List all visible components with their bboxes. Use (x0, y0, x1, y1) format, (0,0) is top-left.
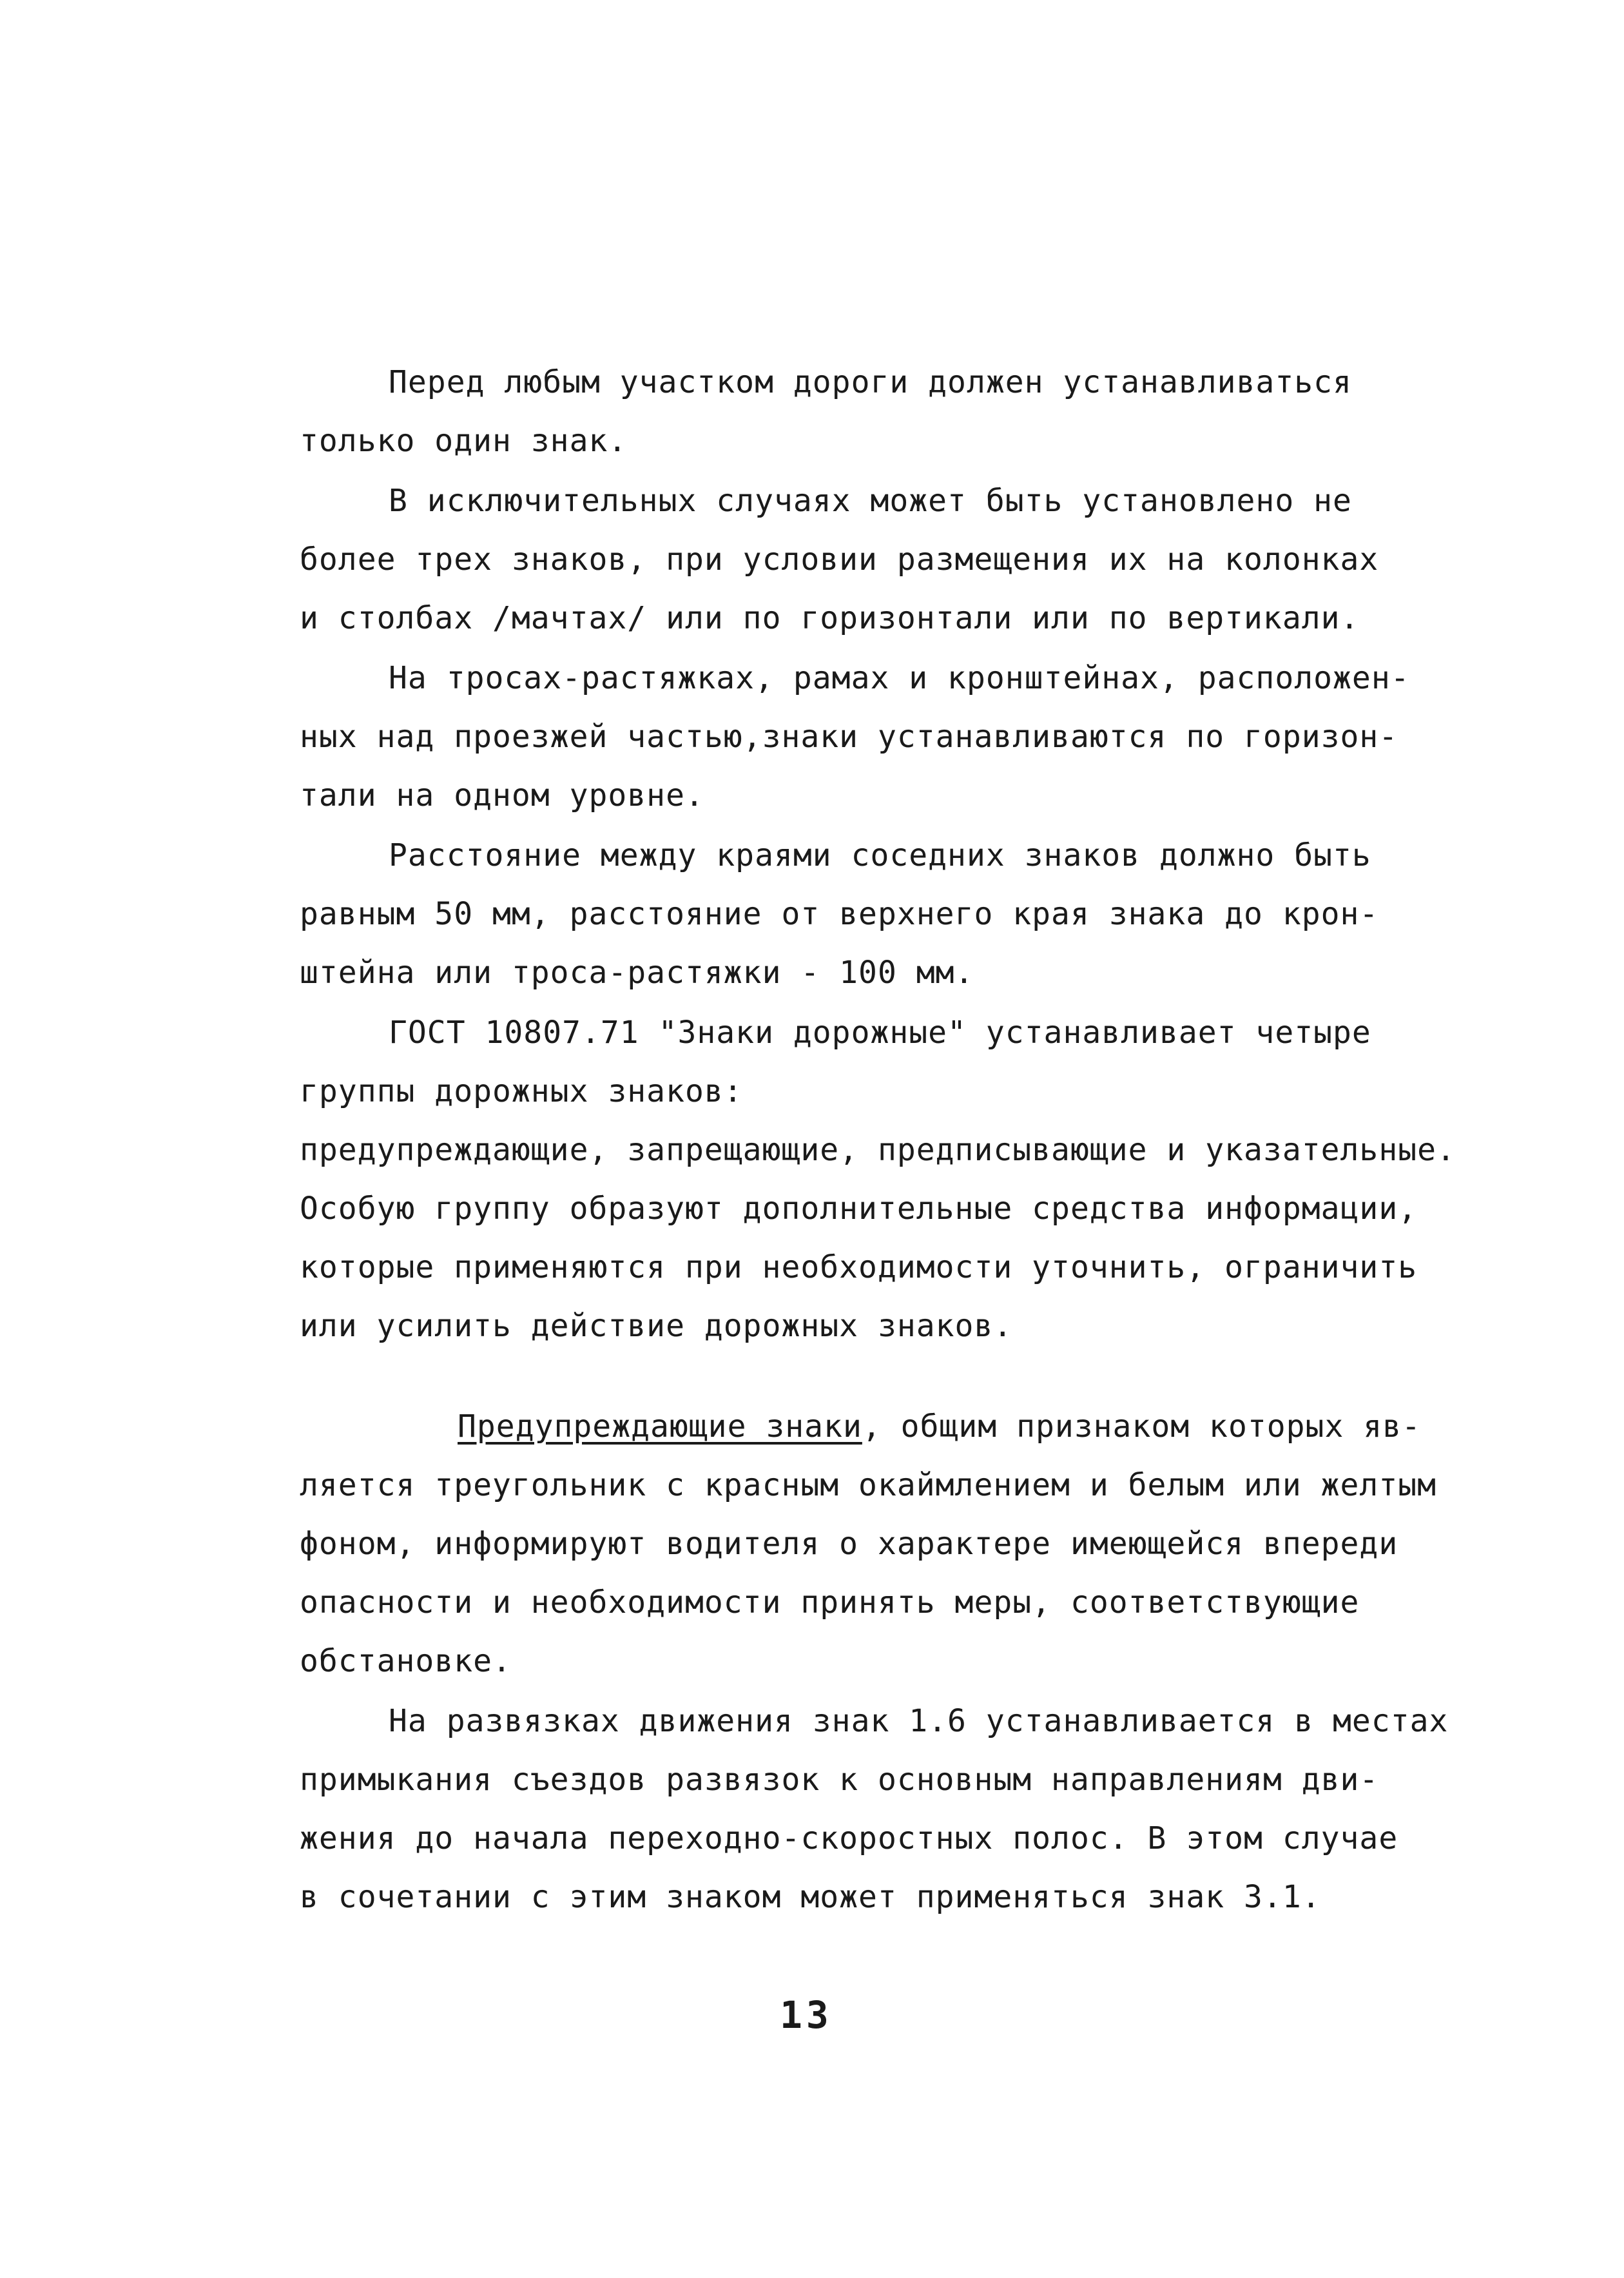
paragraph-6-line-5: обстановке. (300, 1643, 512, 1679)
paragraph-1-line-2: только один знак. (300, 423, 628, 459)
paragraph-3-line-2: ных над проезжей частью,знаки устанавливаются по горизон- (300, 719, 1398, 755)
paragraph-6-line-4: опасности и необходимости принять меры, соответствующие (300, 1584, 1360, 1621)
paragraph-5-line-4: Особую группу образуют дополнительные средства информации, (300, 1191, 1418, 1227)
paragraph-5-line-1: ГОСТ 10807.71 "Знаки дорожные" устанавливает четыре (389, 1015, 1371, 1051)
paragraph-6-line-1 (458, 1407, 1421, 1446)
paragraph-2-line-3: и столбах /мачтах/ или по горизонтали или по вертикали. (300, 600, 1360, 636)
page-number: 13 (780, 1993, 833, 2037)
paragraph-4-line-1: Расстояние между краями соседних знаков должно быть (389, 837, 1371, 873)
paragraph-7-line-2: примыкания съездов развязок к основным направлениям дви- (300, 1762, 1379, 1798)
paragraph-4-line-2: равным 50 мм, расстояние от верхнего края знака до крон- (300, 896, 1379, 932)
paragraph-3-line-1: На тросах-растяжках, рамах и кронштейнах, расположен- (389, 660, 1410, 696)
paragraph-5-line-5: которые применяются при необходимости уточнить, ограничить (300, 1249, 1418, 1285)
paragraph-2-line-1: В исключительных случаях может быть установлено не (389, 483, 1352, 519)
paragraph-5-line-2: группы дорожных знаков: (300, 1073, 743, 1109)
paragraph-7-line-4: в сочетании с этим знаком может применяться знак 3.1. (300, 1879, 1321, 1915)
paragraph-1-line-1: Перед любым участком дороги должен устанавливаться (389, 364, 1352, 400)
paragraph-6-line-1-rest: , общим признаком которых яв- (862, 1408, 1421, 1445)
paragraph-5-line-6: или усилить действие дорожных знаков. (300, 1308, 1013, 1344)
paragraph-6-line-2: ляется треугольник с красным окаймлением и белым или желтым (300, 1467, 1437, 1503)
warning-signs-term: Предупреждающие знаки (458, 1408, 862, 1445)
paragraph-5-line-3: предупреждающие, запрещающие, предписывающие и указательные. (300, 1132, 1456, 1168)
paragraph-6-line-3: фоном, информируют водителя о характере имеющейся впереди (300, 1526, 1398, 1562)
paragraph-2-line-2: более трех знаков, при условии размещения их на колонках (300, 541, 1379, 578)
paragraph-4-line-3: штейна или троса-растяжки - 100 мм. (300, 955, 974, 991)
paragraph-7-line-3: жения до начала переходно-скоростных полос. В этом случае (300, 1820, 1398, 1856)
paragraph-3-line-3: тали на одном уровне. (300, 777, 704, 813)
paragraph-7-line-1: На развязках движения знак 1.6 устанавливается в местах (389, 1703, 1449, 1739)
